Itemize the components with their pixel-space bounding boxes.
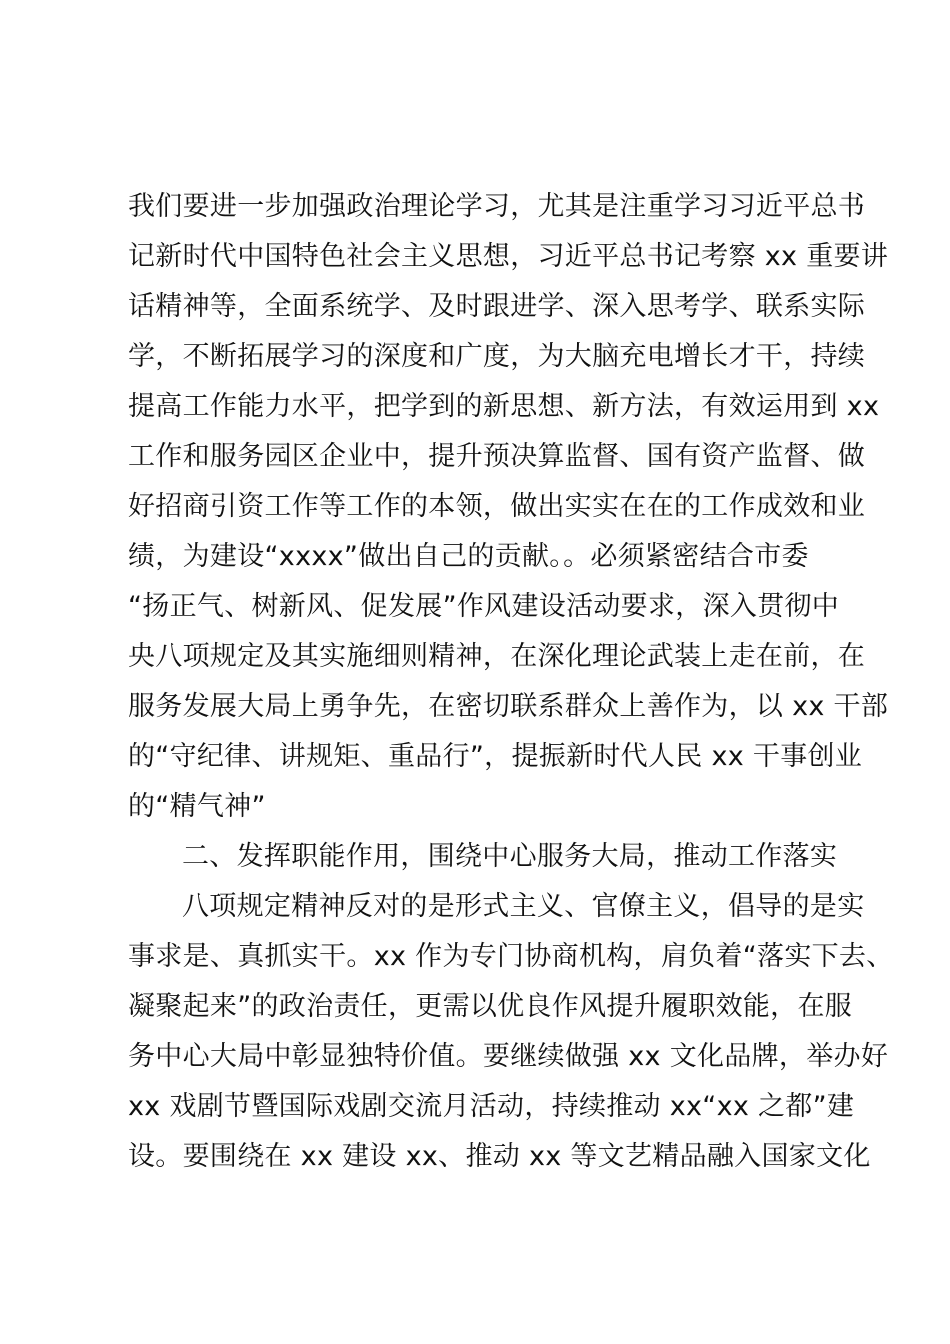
body-line: 八项规定精神反对的是形式主义、官僚主义，倡导的是实 bbox=[182, 891, 865, 922]
body-line: 服务发展大局上勇争先，在密切联系群众上善作为，以 xx 干部 bbox=[128, 691, 889, 722]
body-line: 央八项规定及其实施细则精神，在深化理论武装上走在前，在 bbox=[128, 641, 866, 672]
body-line: 记新时代中国特色社会主义思想，习近平总书记考察 xx 重要讲 bbox=[128, 241, 889, 272]
body-line: 话精神等，全面系统学、及时跟进学、深入思考学、联系实际 bbox=[128, 291, 866, 322]
body-line: xx 戏剧节暨国际戏剧交流月活动，持续推动 xx“xx 之都”建 bbox=[128, 1091, 855, 1122]
body-line: 绩，为建设“xxxx”做出自己的贡献。。必须紧密结合市委 bbox=[128, 541, 809, 572]
body-line: 我们要进一步加强政治理论学习，尤其是注重学习习近平总书 bbox=[128, 191, 866, 222]
section-heading: 二、发挥职能作用，围绕中心服务大局，推动工作落实 bbox=[182, 841, 838, 872]
body-line: “扬正气、树新风、促发展”作风建设活动要求，深入贯彻中 bbox=[128, 591, 840, 622]
body-line: 工作和服务园区企业中，提升预决算监督、国有资产监督、做 bbox=[128, 441, 866, 472]
body-line: 好招商引资工作等工作的本领，做出实实在在的工作成效和业 bbox=[128, 491, 866, 522]
body-line: 的“守纪律、讲规矩、重品行”，提振新时代人民 xx 干事创业 bbox=[128, 741, 863, 772]
body-line: 学，不断拓展学习的深度和广度，为大脑充电增长才干，持续 bbox=[128, 341, 866, 372]
body-line: 事求是、真抓实干。xx 作为专门协商机构，肩负着“落实下去、 bbox=[128, 941, 894, 972]
body-line: 提高工作能力水平，把学到的新思想、新方法，有效运用到 xx bbox=[128, 391, 880, 422]
body-line: 设。要围绕在 xx 建设 xx、推动 xx 等文艺精品融入国家文化 bbox=[128, 1141, 871, 1172]
body-line: 务中心大局中彰显独特价值。要继续做强 xx 文化品牌，举办好 bbox=[128, 1041, 889, 1072]
document-body bbox=[128, 182, 894, 1182]
body-line: 的“精气神” bbox=[128, 791, 266, 822]
body-line: 凝聚起来”的政治责任，更需以优良作风提升履职效能，在服 bbox=[128, 991, 853, 1022]
